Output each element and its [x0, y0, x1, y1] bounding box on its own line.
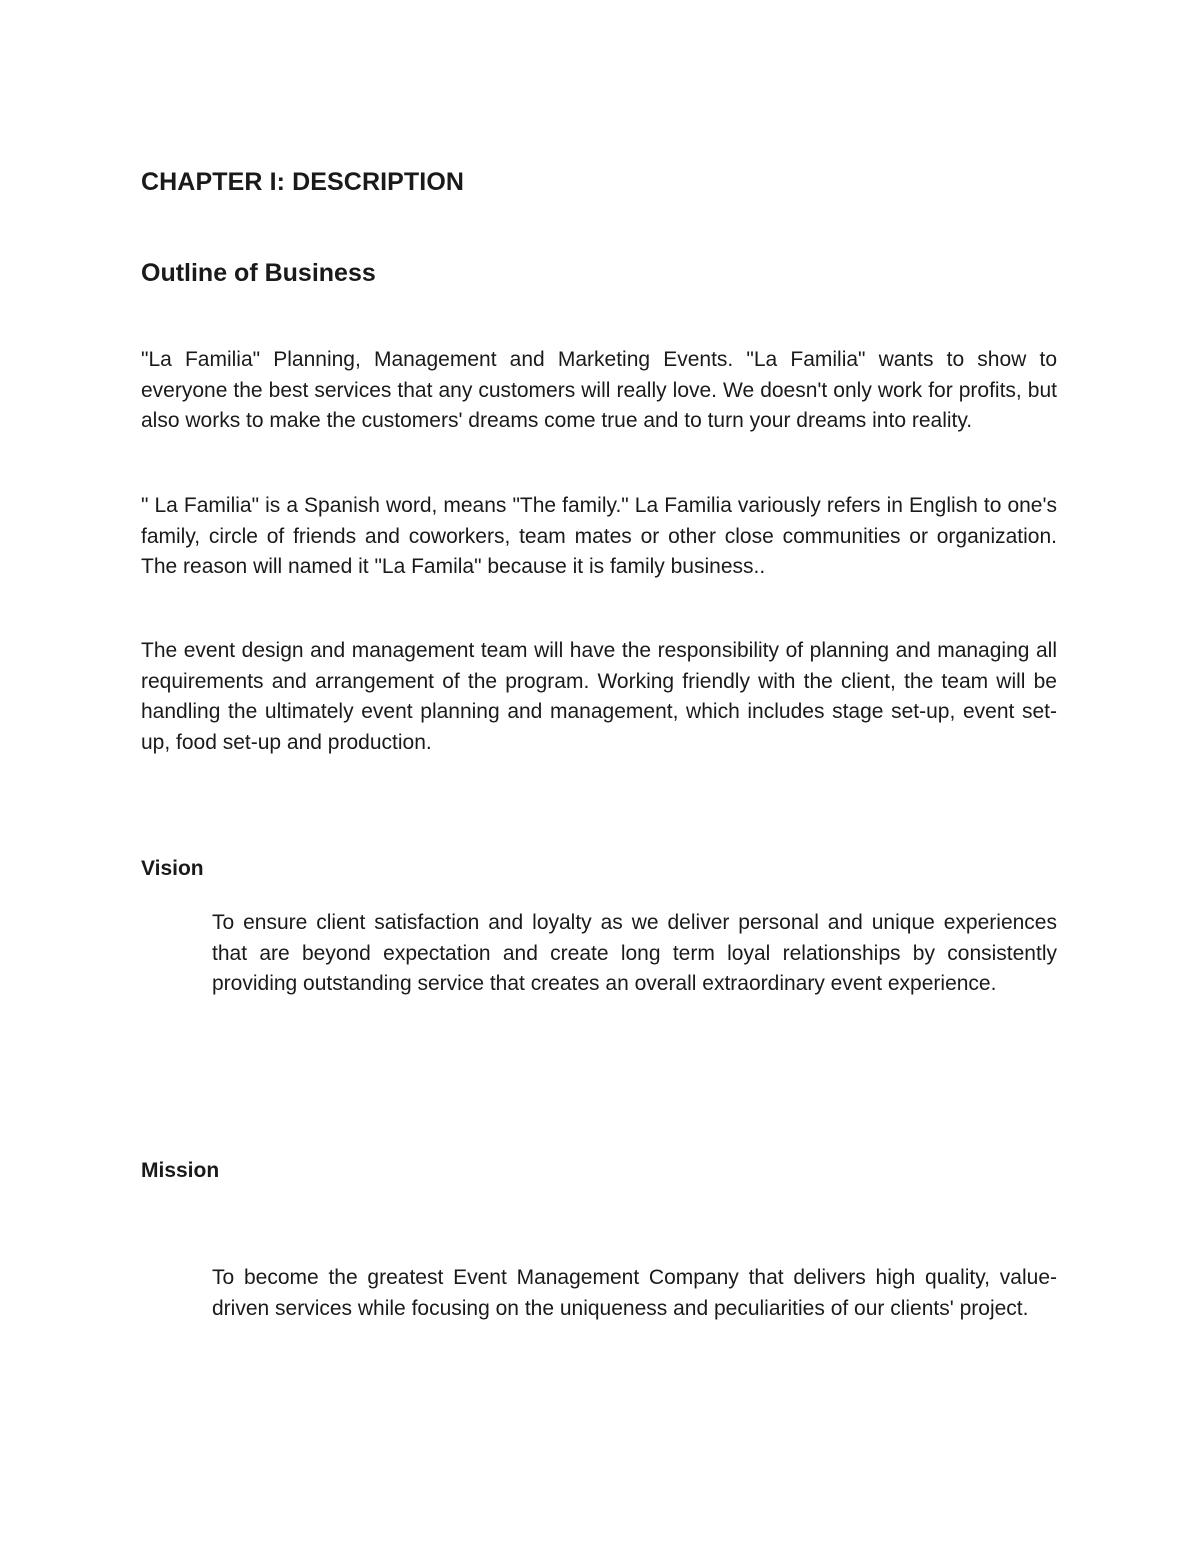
body-paragraph-3: The event design and management team will have the responsibility of planning and managing all requirements and arrangement of the program. Working friendly with the client, the team will be handling the ultimately event planning and management, which includes stage set-up, event set-up, food set-up and production.: [141, 639, 1057, 754]
chapter-title: CHAPTER I: DESCRIPTION: [141, 168, 465, 196]
vision-text: To ensure client satisfaction and loyalty as we deliver personal and unique experiences that are beyond expectation and create long term loyal relationships by consistently providing outstanding service that creates an overall extraordinary event experience.: [212, 911, 1057, 995]
body-paragraph-2: " La Familia" is a Spanish word, means "The family." La Familia variously refers in English to one's family, circle of friends and coworkers, team mates or other close communities or organization. The reason will named it "La Famila" because it is family business..: [141, 494, 1057, 578]
mission-heading: Mission: [141, 1159, 220, 1182]
vision-heading: Vision: [141, 857, 204, 880]
body-paragraph-1: "La Familia" Planning, Management and Marketing Events. "La Familia" wants to show to everyone the best services that any customers will really love. We doesn't only work for profits, but also works to make the customers' dreams come true and to turn your dreams into reality.: [141, 348, 1057, 432]
section-title: Outline of Business: [141, 259, 376, 287]
mission-text: To become the greatest Event Management Company that delivers high quality, value-driven services while focusing on the uniqueness and peculiarities of our clients' project.: [212, 1266, 1057, 1320]
